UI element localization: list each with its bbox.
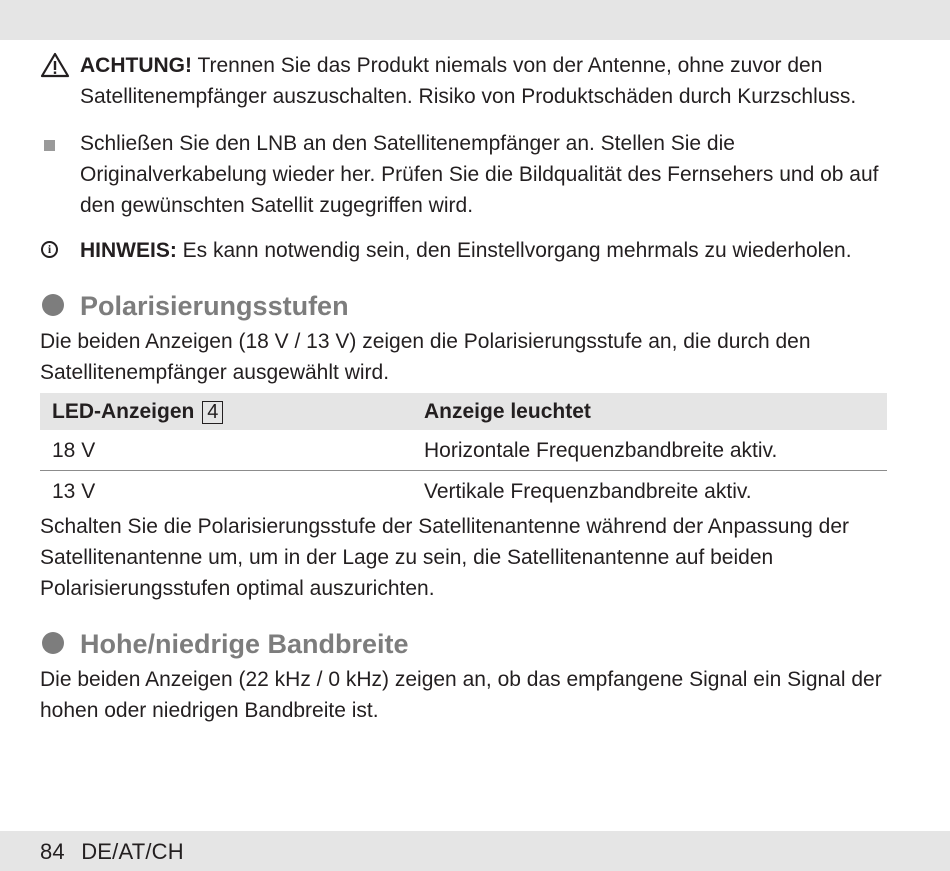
table-header-row (40, 393, 887, 430)
section-heading-polarisierung (40, 288, 890, 324)
table-cell: Vertikale Frequenzbandbreite aktiv. (424, 479, 752, 503)
step-block (40, 128, 890, 221)
table-row (40, 430, 887, 471)
warning-text: Trennen Sie das Produkt niemals von der Antenne, ohne zuvor den Satellitenempfänger auszuschalten. Risiko von Produktschäden durch Kurzschluss. (80, 54, 857, 108)
warning-triangle-icon (40, 52, 70, 78)
top-band (0, 0, 950, 40)
warning-label: ACHTUNG! (80, 54, 192, 77)
step-text: Schließen Sie den LNB an den Satellitenempfänger an. Stellen Sie die Originalverkabelung wieder her. Prüfen Sie die Bildqualität des Fernsehers und ob auf den gewünschten Satellit zugegriffen wird. (80, 132, 879, 217)
note-block (40, 235, 890, 266)
section-bullet-icon (42, 632, 64, 654)
table-header-led: LED-Anzeigen 4 (40, 393, 424, 430)
section-title: Hohe/niedrige Bandbreite (80, 629, 409, 659)
section-heading-bandbreite (40, 626, 890, 662)
figure-reference-badge: 4 (202, 401, 223, 424)
note-text: Es kann notwendig sein, den Einstellvorgang mehrmals zu wiederholen. (176, 239, 852, 262)
table-header-anzeige: Anzeige leuchtet (424, 393, 887, 430)
warning-block (40, 50, 890, 112)
table-cell: Horizontale Frequenzbandbreite aktiv. (424, 430, 887, 471)
page-number: 84 (40, 839, 65, 864)
table-cell: 18 V (40, 430, 424, 471)
table-cell: 13 V (52, 479, 96, 503)
region-label: DE/AT/CH (81, 839, 184, 864)
table-row (40, 471, 887, 512)
section-intro: Die beiden Anzeigen (22 kHz / 0 kHz) zeigen an, ob das empfangene Signal ein Signal der hohen oder niedrigen Bandbreite ist. (40, 668, 882, 722)
info-circle-icon: i (41, 241, 58, 258)
note-label: HINWEIS: (80, 239, 177, 262)
led-table (40, 393, 887, 511)
footer (40, 839, 184, 865)
square-bullet-icon (44, 140, 55, 151)
section-title: Polarisierungsstufen (80, 291, 349, 321)
section-outro: Schalten Sie die Polarisierungsstufe der Satellitenantenne während der Anpassung der Satellitenantenne um, um in der Lage zu sein, die Satellitenantenne auf beiden Polarisierungsstufen optimal auszurichten. (40, 515, 850, 600)
page-content (40, 50, 890, 726)
section-intro: Die beiden Anzeigen (18 V / 13 V) zeigen die Polarisierungsstufe an, die durch den Satellitenempfänger ausgewählt wird. (40, 330, 811, 384)
section-bullet-icon (42, 294, 64, 316)
